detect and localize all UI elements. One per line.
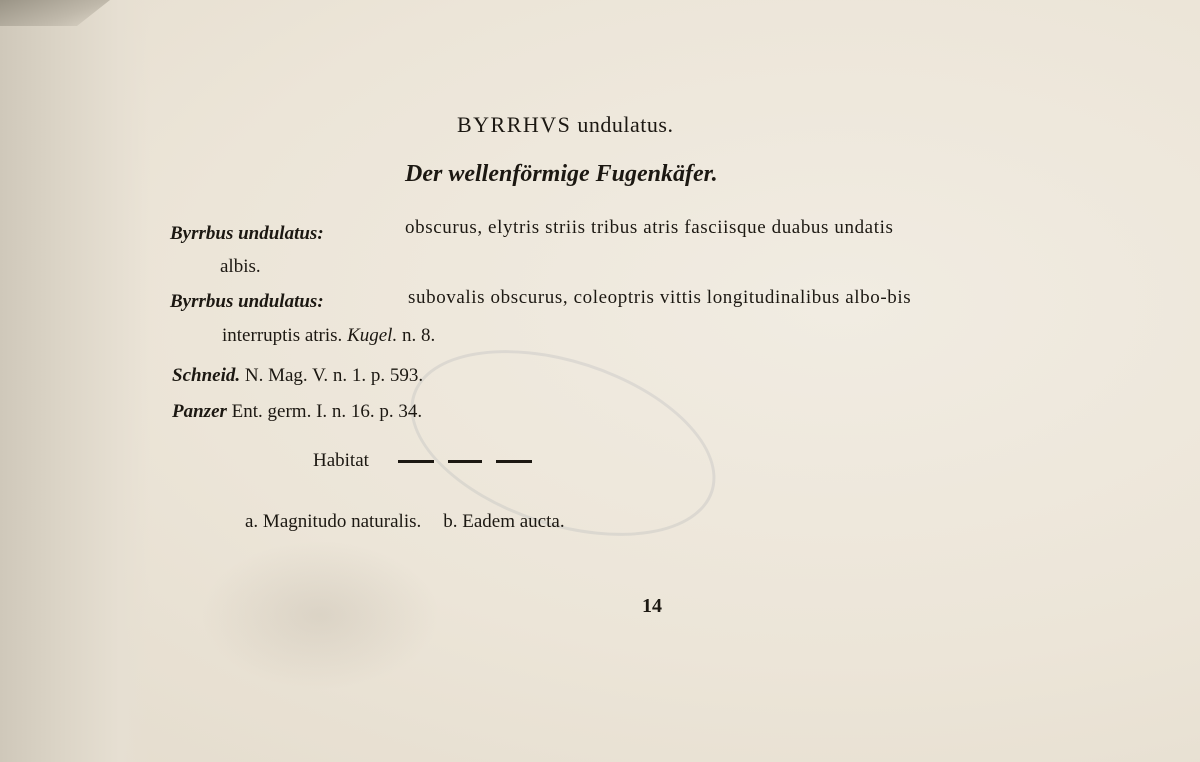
figure-caption-b: b. Eadem aucta. <box>443 511 565 532</box>
habitat-blank-dashes <box>398 460 538 464</box>
entry-3-citation: N. Mag. V. n. 1. p. 593. <box>244 365 424 386</box>
entry-1-description: obscurus, elytris striis tribus atris fasciisque duabus undatis <box>405 217 894 238</box>
entry-2-continuation <box>222 326 435 345</box>
paper-smudge <box>200 540 440 690</box>
entry-3-reference <box>172 366 423 385</box>
species-heading <box>457 114 673 136</box>
habitat-label: Habitat <box>313 450 369 471</box>
entry-2-description: subovalis obscurus, coleoptris vittis longitudinalibus albo-bis <box>408 287 912 308</box>
binding-gutter-shadow <box>0 0 150 762</box>
figure-caption <box>245 512 565 531</box>
entry-4-author: Panzer <box>172 401 227 422</box>
entry-2-name: Byrrbus undulatus: <box>170 291 324 312</box>
genus-name: BYRRHVS <box>457 112 572 137</box>
entry-4-reference <box>172 402 422 421</box>
library-stamp-show-through <box>387 315 739 571</box>
entry-1-continuation: albis. <box>220 256 261 277</box>
entry-3-author: Schneid. <box>172 365 241 386</box>
entry-2-continuation-text: interruptis atris. <box>222 325 343 346</box>
entry-2-reference-author: Kugel. <box>347 325 398 346</box>
entry-4-citation: Ent. germ. I. n. 16. p. 34. <box>231 401 423 422</box>
german-common-name: Der wellenförmige Fugenkäfer. <box>405 161 718 187</box>
figure-caption-a: a. Magnitudo naturalis. <box>245 511 422 532</box>
species-name: undulatus. <box>577 112 674 137</box>
entry-1-name: Byrrbus undulatus: <box>170 223 324 244</box>
page-number: 14 <box>642 595 662 617</box>
entry-2-reference-number: n. 8. <box>401 325 436 346</box>
